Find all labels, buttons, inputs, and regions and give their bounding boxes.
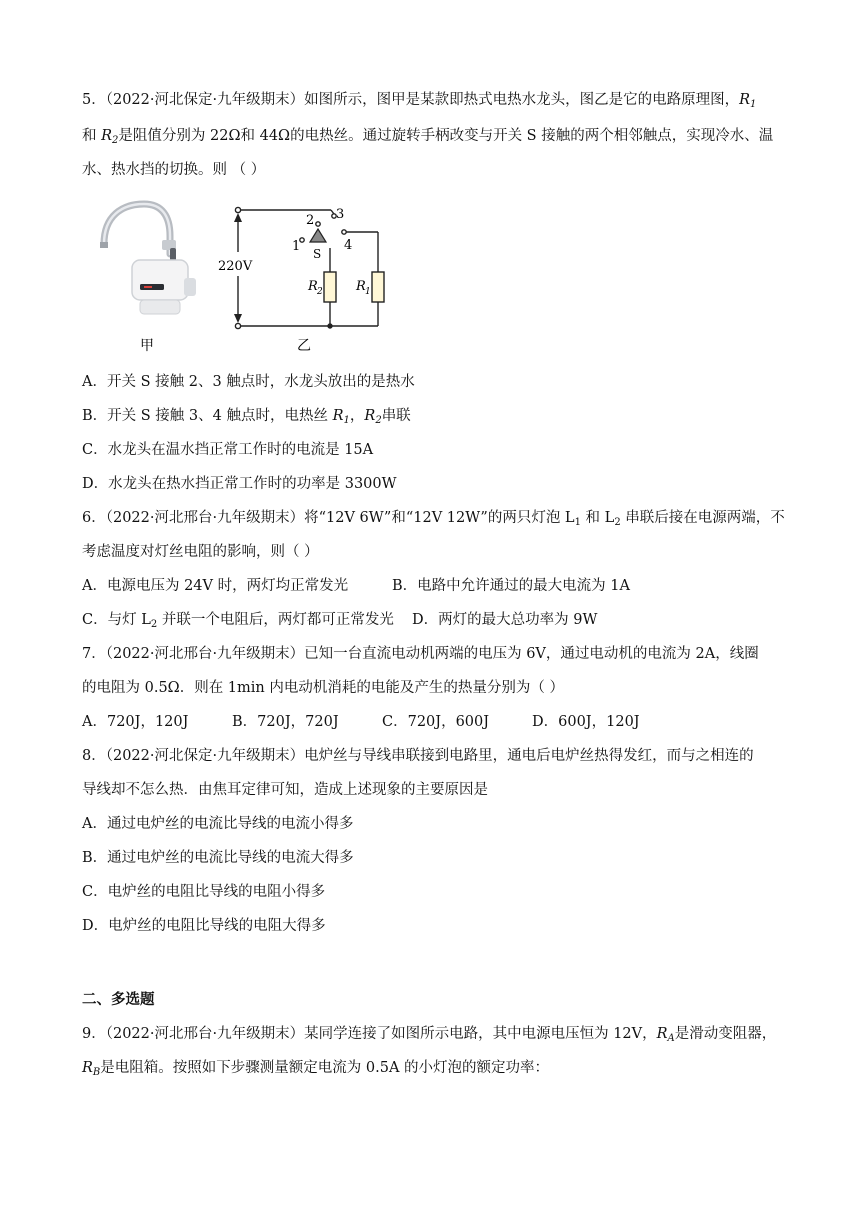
- q9-rb-label: R: [82, 1060, 93, 1076]
- q6-option-a-text: A．电源电压为 24V 时，两灯均正常发光: [82, 578, 349, 594]
- q6-l1-sub: 1: [574, 517, 581, 528]
- q6-option-c-pre: C．与灯 L: [82, 612, 151, 628]
- q6-option-d: [412, 610, 597, 630]
- q5-line-2-pre: 和: [82, 128, 102, 144]
- q6-option-d-text: D．两灯的最大总功率为 9W: [412, 612, 598, 628]
- q9-line-1: [82, 1024, 776, 1049]
- q5-line-2: [82, 126, 773, 151]
- q6-option-b-text: B．电路中允许通过的最大电流为 1A: [392, 578, 630, 594]
- q8-option-d-text: D．电炉丝的电阻比导线的电阻大得多: [82, 918, 326, 934]
- q6-option-c: [82, 610, 394, 635]
- q5-line-3: [82, 160, 265, 180]
- q5-line-3-text: 水、热水挡的切换。则 （ ）: [82, 162, 266, 178]
- q7-option-b: [232, 712, 339, 732]
- q9-line-1-pre: 9．（2022·河北邢台·九年级期末）某同学连接了如图所示电路，其中电源电压恒为 12V，: [82, 1026, 657, 1042]
- q5-option-a: [82, 372, 415, 392]
- q7-line-1-text: 7．（2022·河北邢台·九年级期末）已知一台直流电动机两端的电压为 6V，通过电动机的电流为 2A，线圈: [82, 646, 759, 662]
- q7-option-c-text: C．720J，600J: [382, 714, 490, 730]
- q7-option-a-text: A．720J，120J: [82, 714, 189, 730]
- q8-option-d: [82, 916, 326, 936]
- q5-option-c: [82, 440, 373, 460]
- q7-option-a: [82, 712, 188, 732]
- faucet-and-circuit-figure: [92, 196, 392, 356]
- q8-option-c-text: C．电炉丝的电阻比导线的电阻小得多: [82, 884, 326, 900]
- q6-option-c-sub: 2: [150, 619, 158, 630]
- q7-option-b-text: B．720J，720J: [232, 714, 339, 730]
- q5-option-b-r1-sub: 1: [343, 415, 350, 426]
- q8-option-c: [82, 882, 325, 902]
- q8-option-b: [82, 848, 354, 868]
- q9-line-2-post: 是电阻箱。按照如下步骤测量额定电流为 0.5A 的小灯泡的额定功率：: [100, 1060, 550, 1076]
- q9-ra-sub: A: [667, 1033, 675, 1044]
- q6-option-c-post: 并联一个电阻后，两灯都可正常发光: [157, 612, 394, 628]
- q5-r2-sub: 2: [112, 135, 119, 146]
- q5-option-b-mid: ，: [349, 408, 365, 424]
- caption-yi: 乙: [297, 338, 311, 354]
- q6-line-2: [82, 542, 319, 562]
- faucet-icon: [100, 204, 196, 314]
- contact-4: [342, 230, 346, 234]
- q7-line-2: [82, 678, 564, 698]
- q8-line-1-text: 8．（2022·河北保定·九年级期末）电炉丝与导线串联接到电路里，通电后电炉丝热得发红，而与之相连的: [82, 748, 754, 764]
- q7-line-1: [82, 644, 759, 664]
- q8-line-2: [82, 780, 488, 800]
- q6-option-b: [392, 576, 630, 596]
- contact-2-label: 2: [306, 213, 315, 228]
- caption-jia: 甲: [140, 338, 154, 354]
- r1-sub-label: 1: [365, 287, 371, 297]
- q5-option-b-pre: B．开关 S 接触 3、4 触点时，电热丝: [82, 408, 333, 424]
- q6-line-1-mid: 和 L: [580, 510, 615, 526]
- q8-option-a-text: A．通过电炉丝的电流比导线的电流小得多: [82, 816, 354, 832]
- q8-option-b-text: B．通过电炉丝的电流比导线的电流大得多: [82, 850, 354, 866]
- resistor-r1: [372, 272, 384, 302]
- q5-figure: [92, 196, 392, 356]
- q6-l2-sub: 2: [614, 517, 621, 528]
- resistor-r2: [324, 272, 336, 302]
- switch-label: S: [313, 247, 322, 261]
- q9-ra-label: R: [656, 1026, 668, 1042]
- q7-option-c: [382, 712, 489, 732]
- q5-option-b: [82, 406, 411, 431]
- q5-option-d: [82, 474, 397, 494]
- q8-line-2-text: 导线却不怎么热．由焦耳定律可知，造成上述现象的主要原因是: [82, 782, 488, 798]
- q5-option-c-text: C．水龙头在温水挡正常工作时的电流是 15A: [82, 442, 374, 458]
- q5-option-a-text: A．开关 S 接触 2、3 触点时，水龙头放出的是热水: [82, 374, 415, 390]
- contact-2: [316, 222, 320, 226]
- contact-3-label: 3: [336, 207, 345, 222]
- q9-line-2: [82, 1058, 549, 1083]
- junction-dot: [328, 324, 332, 328]
- q8-line-1: [82, 746, 754, 766]
- switch-s-icon: [310, 229, 326, 242]
- section-title-multiple-choice: 二、多选题: [82, 991, 155, 1008]
- top-terminal: [235, 207, 240, 212]
- contact-1-label: 1: [292, 239, 301, 254]
- voltage-label: 220V: [218, 259, 253, 274]
- q6-option-a: [82, 576, 348, 596]
- q5-option-b-r1: R: [332, 408, 344, 424]
- bottom-terminal: [235, 323, 240, 328]
- r1-label: R: [356, 279, 366, 294]
- q5-option-b-r2-sub: 2: [375, 415, 382, 426]
- q5-line-2-post: 是阻值分别为 22Ω和 44Ω的电热丝。通过旋转手柄改变与开关 S 接触的两个相邻触点，实现冷水、温: [118, 128, 774, 144]
- contact-1: [300, 238, 304, 242]
- q5-r1-label: R: [739, 92, 751, 108]
- q7-line-2-text: 的电阻为 0.5Ω．则在 1min 内电动机消耗的电能及产生的热量分别为（ ）: [82, 680, 564, 696]
- q5-r2-label: R: [101, 128, 113, 144]
- q5-option-b-r2: R: [364, 408, 376, 424]
- q9-rb-sub: B: [92, 1067, 101, 1078]
- q5-option-b-post: 串联: [381, 408, 411, 424]
- q9-line-1-post: 是滑动变阻器，: [674, 1026, 777, 1042]
- q5-line-1: [82, 90, 756, 115]
- q7-option-d: [532, 712, 640, 732]
- q5-line-1-text: 5．（2022·河北保定·九年级期末）如图所示，图甲是某款即热式电热水龙头，图乙是它的电路原理图，: [82, 92, 740, 108]
- q7-option-d-text: D．600J，120J: [532, 714, 640, 730]
- q6-line-1-pre: 6．（2022·河北邢台·九年级期末）将“12V 6W”和“12V 12W”的两只灯泡 L: [82, 510, 575, 526]
- q5-r1-sub: 1: [750, 99, 757, 110]
- contact-4-label: 4: [344, 238, 353, 253]
- q8-option-a: [82, 814, 353, 834]
- q5-option-d-text: D．水龙头在热水挡正常工作时的功率是 3300W: [82, 476, 397, 492]
- q6-line-1-post: 串联后接在电源两端，不: [620, 510, 785, 526]
- r2-sub-label: 2: [317, 287, 323, 297]
- q6-line-1: [82, 508, 785, 533]
- r2-label: R: [308, 279, 318, 294]
- q6-line-2-text: 考虑温度对灯丝电阻的影响，则（ ）: [82, 544, 319, 560]
